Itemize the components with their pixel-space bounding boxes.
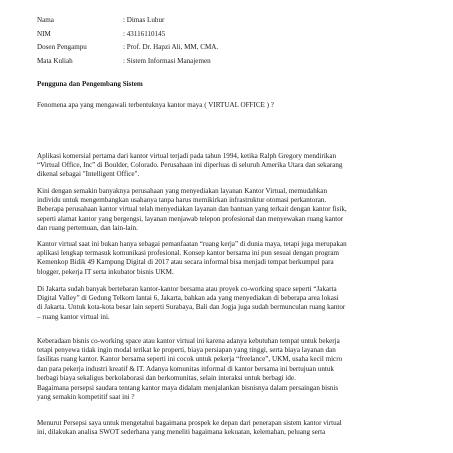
- student-info: [37, 14, 218, 68]
- body-paragraph: Kantor virtual saat ini bukan hanya sebagai pemanfaatan “ruang kerja” di dunia maya, tetapi juga merupakan aplikasi lengkap termasuk komunikasi profesional. Konsep kantor bersama ini pun sesuai dengan program Kemenkop Bidik 49 Kampung Digital di 2017 atau secara informal bisa menjadi tempat berkumpul para blogger, pekerja IT serta inkubator bisnis UKM.: [37, 240, 347, 276]
- info-value: : Dimas Luhur: [123, 16, 165, 24]
- body-paragraph: Menurut Persepsi saya untuk mengetahui bagaimana prospek ke depan dari penerapan sistem kantor virtual ini, dilakukan analisa SWOT sederhana yang meneliti bagaimana kekuatan, kelemahan, peluang serta: [37, 419, 342, 437]
- info-value: : 43116110145: [123, 29, 166, 38]
- body-paragraph: Keberadaan bisnis co-working space atau kantor virtual ini karena adanya kebutuhan tempat untuk bekerja tetapi penyewa tidak ingin modal terikat ke properti, biaya persiapan yang tinggi, serta biaya layanan dan fasilitas ruang kantor. Kantor bersama seperti ini cocok untuk pekerja “freelance”, UKM, usaha kecil micro dan para pekerja industri kreatif & IT. Adanya komunitas informal di kantor bersama ini bertujuan untuk berbagi biaya sekaligus berkolaborasi dan berkomunitas, selain interaksi untuk berbagi ide.: [37, 337, 343, 382]
- info-label: Mata Kuliah: [37, 56, 73, 65]
- body-paragraph: Kini dengan semakin banyaknya perusahaan yang menyediakan layanan Kantor Virtual, memudahkan individu untuk mengembangkan usahanya tanpa harus memikirkan infrastruktur otomasi perkantoran. Beberapa perusahaan kantor virtual telah menyediakan layanan dan bantuan yang terkait dengan kantor fisik, seperti alamat kantor yang bergengsi, layanan menjawab telepon profesional dan menyewakan ruang kantor dan ruang pertemuan, dan lain-lain.: [37, 187, 347, 232]
- info-value: : Sistem Informasi Manajemen: [123, 56, 211, 65]
- body-paragraph: Di Jakarta sudah banyak bertebaran kantor-kantor bersama atau proyek co-working space seperti “Jakarta Digital Valley” di Gedung Telkom lantai 6, Jakarta, bahkan ada yang menyediakan di beberapa area lokasi di Jakarta. Untuk kota-kota besar lain seperti Surabaya, Bali dan Jogja juga sudah bermunculan ruang kantor – ruang kantor virtual ini.: [37, 285, 346, 321]
- question-paragraph: Bagaimana persepsi saudara tentang kantor maya didalam menjalankan bisnisnya dalam persaingan bisnis yang semakin kompetitif saat ini ?: [37, 384, 339, 402]
- info-label: Dosen Pengampu: [37, 43, 87, 51]
- question-paragraph: Fenomena apa yang mengawali terbentuknya kantor maya ( VIRTUAL OFFICE ) ?: [37, 101, 274, 109]
- info-row-nim: [37, 28, 218, 42]
- info-value: : Prof. Dr. Hapzi Ali, MM, CMA.: [123, 43, 219, 51]
- body-paragraph: Aplikasi komersial pertama dari kantor virtual terjadi pada tahun 1994, ketika Ralph Gregory mendirikan “Virtual Office, Inc” di Boulder, Colorado. Perusahaan ini diperluas di seluruh Amerika Utara dan sekarang dikenal sebagai "Intelligent Office".: [37, 152, 343, 179]
- info-label: NIM: [37, 29, 51, 38]
- info-row-course: [37, 55, 218, 69]
- info-row-lecturer: [37, 41, 218, 55]
- section-heading: Pengguna dan Pengembang Sistem: [37, 80, 143, 88]
- info-label: Nama: [37, 16, 54, 24]
- info-row-name: [37, 14, 218, 28]
